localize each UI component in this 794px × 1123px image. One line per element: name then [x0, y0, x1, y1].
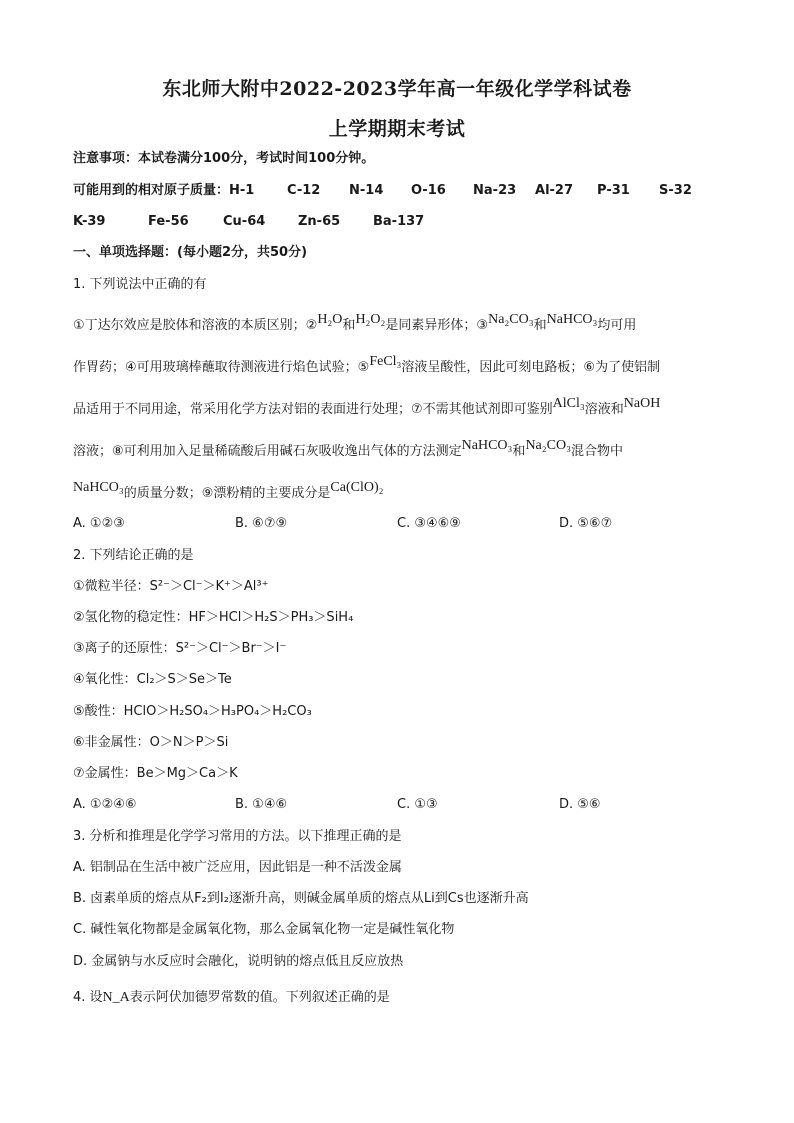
atomic-mass-item: P-31: [597, 183, 630, 198]
option-b[interactable]: B. ①④⑥: [235, 797, 288, 812]
text-run: 是同素异形体；③: [385, 318, 489, 333]
question-3-option-b[interactable]: B. 卤素单质的熔点从F₂到I₂逐渐升高，则碱金属单质的熔点从Li到Cs也逐渐升高: [73, 891, 529, 906]
text-run: 的质量分数；⑨漂粉精的主要成分是: [123, 486, 331, 501]
question-3-stem: 3. 分析和推理是化学学习常用的方法。以下推理正确的是: [73, 829, 402, 844]
question-1-options: [73, 515, 723, 533]
text-run: 溶液呈酸性，因此可刻电路板；⑥为了使铝制: [401, 360, 661, 375]
question-2-statement-7: ⑦金属性：Be＞Mg＞Ca＞K: [73, 766, 238, 781]
page-title: 东北师大附中2022-2023学年高一年级化学学科试卷: [162, 78, 632, 100]
text-run: 和: [533, 318, 547, 333]
formula-na2co3: Na₂CO₃: [488, 312, 534, 327]
atomic-mass-item: C-12: [287, 183, 321, 198]
question-4-stem: [73, 989, 723, 1007]
question-1-line-3: [73, 396, 723, 419]
text-run: 和: [512, 444, 526, 459]
notice-line: 注意事项：本试卷满分100分，考试时间100分钟。: [73, 151, 375, 166]
atomic-mass-item: Fe-56: [148, 214, 189, 229]
atomic-mass-item: S-32: [659, 183, 692, 198]
atomic-mass-item: H-1: [229, 183, 255, 198]
formula-nahco3: NaHCO₃: [73, 480, 124, 495]
atomic-mass-label: 可能用到的相对原子质量：: [73, 183, 230, 198]
option-c[interactable]: C. ③④⑥⑨: [397, 516, 461, 531]
text-run: 作胃药；④可用玻璃棒蘸取待测液进行焰色试验；⑤: [73, 360, 370, 375]
option-d[interactable]: D. ⑤⑥⑦: [559, 516, 613, 531]
question-2-statement-6: ⑥非金属性：O＞N＞P＞Si: [73, 735, 229, 750]
question-3-option-d[interactable]: D. 金属钠与水反应时会融化，说明钠的熔点低且反应放热: [73, 954, 404, 969]
question-1-line-4: [73, 438, 723, 461]
atomic-mass-item: Cu-64: [223, 214, 266, 229]
page-subtitle: 上学期期末考试: [328, 118, 466, 140]
question-2-statement-2: ②氢化物的稳定性：HF＞HCl＞H₂S＞PH₃＞SiH₄: [73, 610, 354, 625]
question-2-stem: 2. 下列结论正确的是: [73, 548, 194, 563]
formula-alcl3: AlCl₃: [552, 396, 585, 411]
question-1-line-2: [73, 354, 723, 377]
formula-avogadro: N_A: [102, 990, 130, 1005]
formula-nahco3: NaHCO₃: [546, 312, 598, 327]
atomic-mass-item: Al-27: [535, 183, 574, 198]
text-run: 溶液和: [584, 402, 624, 417]
atomic-mass-item: Na-23: [473, 183, 517, 198]
text-run: 混合物中: [570, 444, 623, 459]
option-a[interactable]: A. ①②③: [73, 516, 125, 531]
text-run: 4. 设: [73, 990, 103, 1005]
question-2-statement-4: ④氧化性：Cl₂＞S＞Se＞Te: [73, 672, 232, 687]
formula-h2o2: H₂O₂: [355, 312, 386, 327]
text-run: ①丁达尔效应是胶体和溶液的本质区别；②: [73, 318, 318, 333]
atomic-mass-item: N-14: [349, 183, 384, 198]
question-2-statement-5: ⑤酸性：HClO＞H₂SO₄＞H₃PO₄＞H₂CO₃: [73, 704, 312, 719]
question-1-line-1: [73, 312, 723, 335]
formula-fecl3: FeCl₃: [369, 354, 402, 369]
formula-na2co3: Na₂CO₃: [525, 438, 571, 453]
formula-naoh: NaOH: [623, 396, 661, 411]
text-run: 和: [342, 318, 356, 333]
question-2-statement-3: ③离子的还原性：S²⁻＞Cl⁻＞Br⁻＞I⁻: [73, 641, 287, 656]
atomic-mass-item: Ba-137: [373, 214, 425, 229]
section-heading: 一、单项选择题：(每小题2分，共50分): [73, 245, 308, 260]
text-run: 均可用: [597, 318, 637, 333]
atomic-mass-row-1: [73, 182, 723, 200]
atomic-mass-item: Zn-65: [298, 214, 341, 229]
option-a[interactable]: A. ①②④⑥: [73, 797, 137, 812]
atomic-mass-item: O-16: [411, 183, 446, 198]
question-3-option-c[interactable]: C. 碱性氧化物都是金属氧化物，那么金属氧化物一定是碱性氧化物: [73, 922, 455, 937]
option-c[interactable]: C. ①③: [397, 797, 438, 812]
text-run: 品适用于不同用途，常采用化学方法对铝的表面进行处理；⑦不需其他试剂即可鉴别: [73, 402, 553, 417]
question-2-statement-1: ①微粒半径：S²⁻＞Cl⁻＞K⁺＞Al³⁺: [73, 579, 269, 594]
formula-h2o: H₂O: [317, 312, 343, 327]
question-1-stem: 1. 下列说法中正确的有: [73, 277, 207, 292]
formula-nahco3: NaHCO₃: [461, 438, 513, 453]
question-2-options: [73, 796, 723, 814]
question-3-option-a[interactable]: A. 铝制品在生活中被广泛应用，因此铝是一种不活泼金属: [73, 860, 402, 875]
question-1-line-5: [73, 480, 723, 503]
text-run: 表示阿伏加德罗常数的值。下列叙述正确的是: [129, 990, 390, 1005]
text-run: 溶液；⑧可利用加入足量稀硫酸后用碱石灰吸收逸出气体的方法测定: [73, 444, 462, 459]
atomic-mass-row-2: [73, 213, 723, 231]
option-b[interactable]: B. ⑥⑦⑨: [235, 516, 288, 531]
formula-ca-clo-2: Ca(ClO)₂: [330, 480, 384, 495]
atomic-mass-item: K-39: [73, 214, 106, 229]
option-d[interactable]: D. ⑤⑥: [559, 797, 601, 812]
